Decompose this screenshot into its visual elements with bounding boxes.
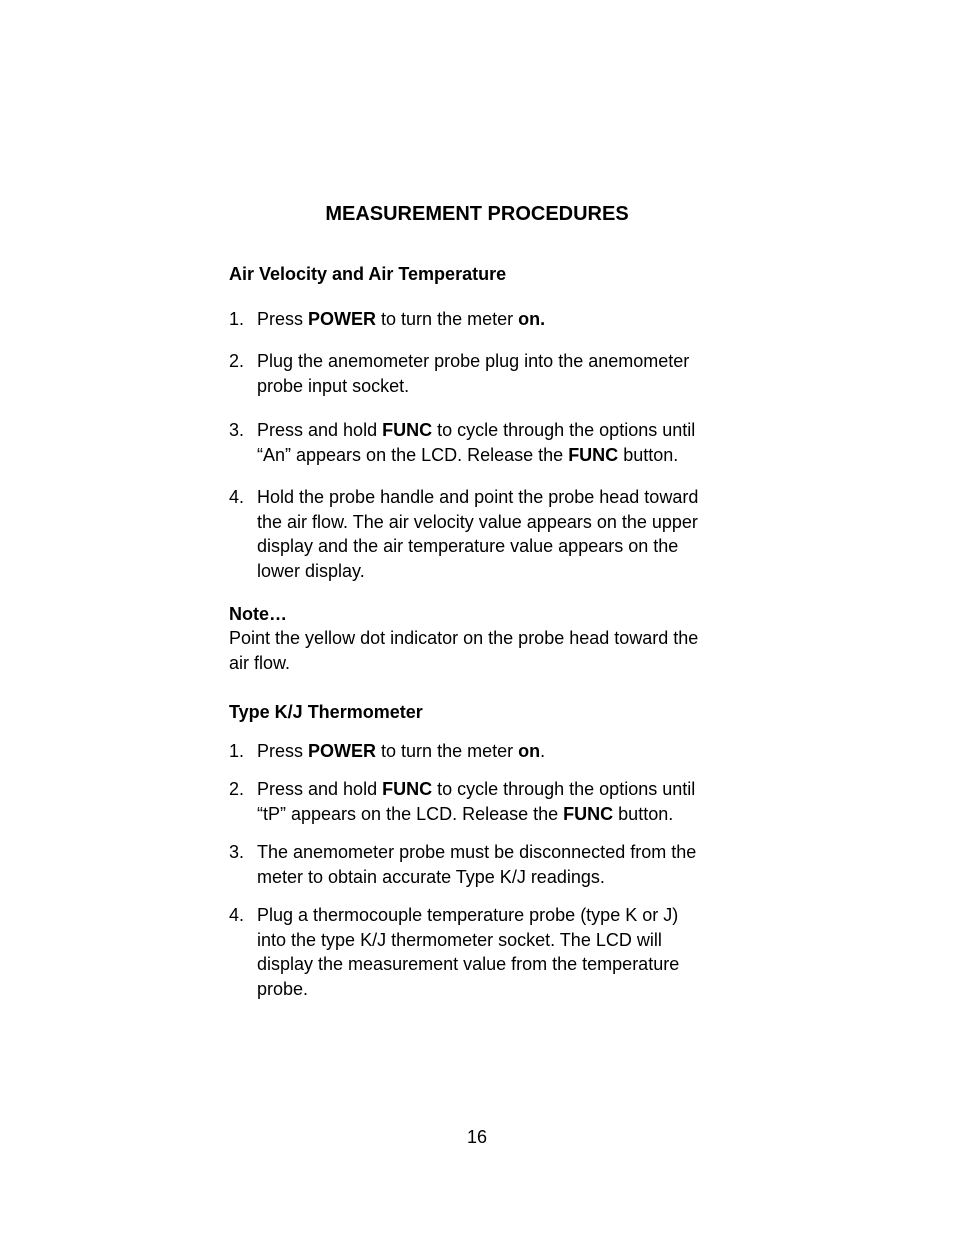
body-text: “An” appears on the LCD. Release the [257,444,569,465]
emphasis-text: on. [518,309,546,329]
body-text: Press and hold [257,779,383,799]
emphasis-text: FUNC [568,444,619,465]
page-number: 16 [466,1127,488,1147]
step-line [257,559,757,584]
body-text: Press [257,309,309,329]
page-title: MEASUREMENT PROCEDURES [325,203,629,225]
note-heading: Note… [229,604,287,624]
body-text: probe input socket. [257,375,410,396]
step-text [257,418,757,467]
section-heading-thermometer: Type K/J Thermometer [229,702,423,722]
step-line [257,418,757,443]
step-line [257,349,757,374]
step-line [257,802,757,827]
step-text [257,485,757,583]
step-number: 2. [229,351,245,371]
step-number: 3. [229,842,245,862]
step-number: 4. [229,487,245,507]
step-number: 3. [229,420,245,440]
body-text: Plug the anemometer probe plug into the anemometer [257,351,690,371]
step-line [257,510,757,535]
emphasis-text: on [518,741,541,761]
step-text [257,840,757,889]
body-text: Plug a thermocouple temperature probe (type K or J) [257,905,679,925]
body-text: “tP” appears on the LCD. Release the [257,803,564,824]
emphasis-text: FUNC [382,420,433,440]
emphasis-text: FUNC [563,803,614,824]
step-number: 4. [229,905,245,925]
body-text: Press and hold [257,420,383,440]
step-number: 1. [229,741,245,761]
body-text: button. [613,803,674,824]
body-text: to turn the meter [376,741,519,761]
step-line [257,534,757,559]
step-line [257,903,757,928]
body-text: meter to obtain accurate Type K/J readings. [257,866,605,887]
body-text: Hold the probe handle and point the probe head toward [257,487,699,507]
step-number: 2. [229,779,245,799]
note-text [229,626,749,675]
body-text: display and the air temperature value appears on the [257,536,679,556]
body-text: The anemometer probe must be disconnected from the [257,842,697,862]
step-text [257,739,757,764]
step-text [257,903,757,1001]
step-line [257,840,757,865]
step-text [257,777,757,826]
step-line [257,928,757,953]
body-text: button. [618,444,679,465]
body-text: probe. [257,978,309,999]
step-line [257,443,757,468]
step-line [257,777,757,802]
body-text: . [540,741,546,761]
step-line [257,977,757,1002]
emphasis-text: POWER [308,309,377,329]
emphasis-text: POWER [308,741,377,761]
body-text: the air flow. The air velocity value appears on the upper [257,511,698,532]
step-line [257,307,757,332]
body-text: into the type K/J thermometer socket. The LCD will [257,929,662,950]
step-line [257,865,757,890]
body-text: to cycle through the options until [432,779,696,799]
step-number: 1. [229,309,245,329]
step-text [257,307,757,332]
section-heading-air-velocity: Air Velocity and Air Temperature [229,264,507,284]
body-text: Press [257,741,309,761]
body-text: to cycle through the options until [432,420,696,440]
step-line [257,374,757,399]
note-line: Point the yellow dot indicator on the probe head toward the [229,628,699,648]
step-line [257,485,757,510]
step-line [257,739,757,764]
step-text [257,349,757,398]
body-text: lower display. [257,560,365,581]
note-line: air flow. [229,652,291,673]
step-line [257,952,757,977]
body-text: to turn the meter [376,309,519,329]
body-text: display the measurement value from the temperature [257,954,680,974]
emphasis-text: FUNC [382,779,433,799]
